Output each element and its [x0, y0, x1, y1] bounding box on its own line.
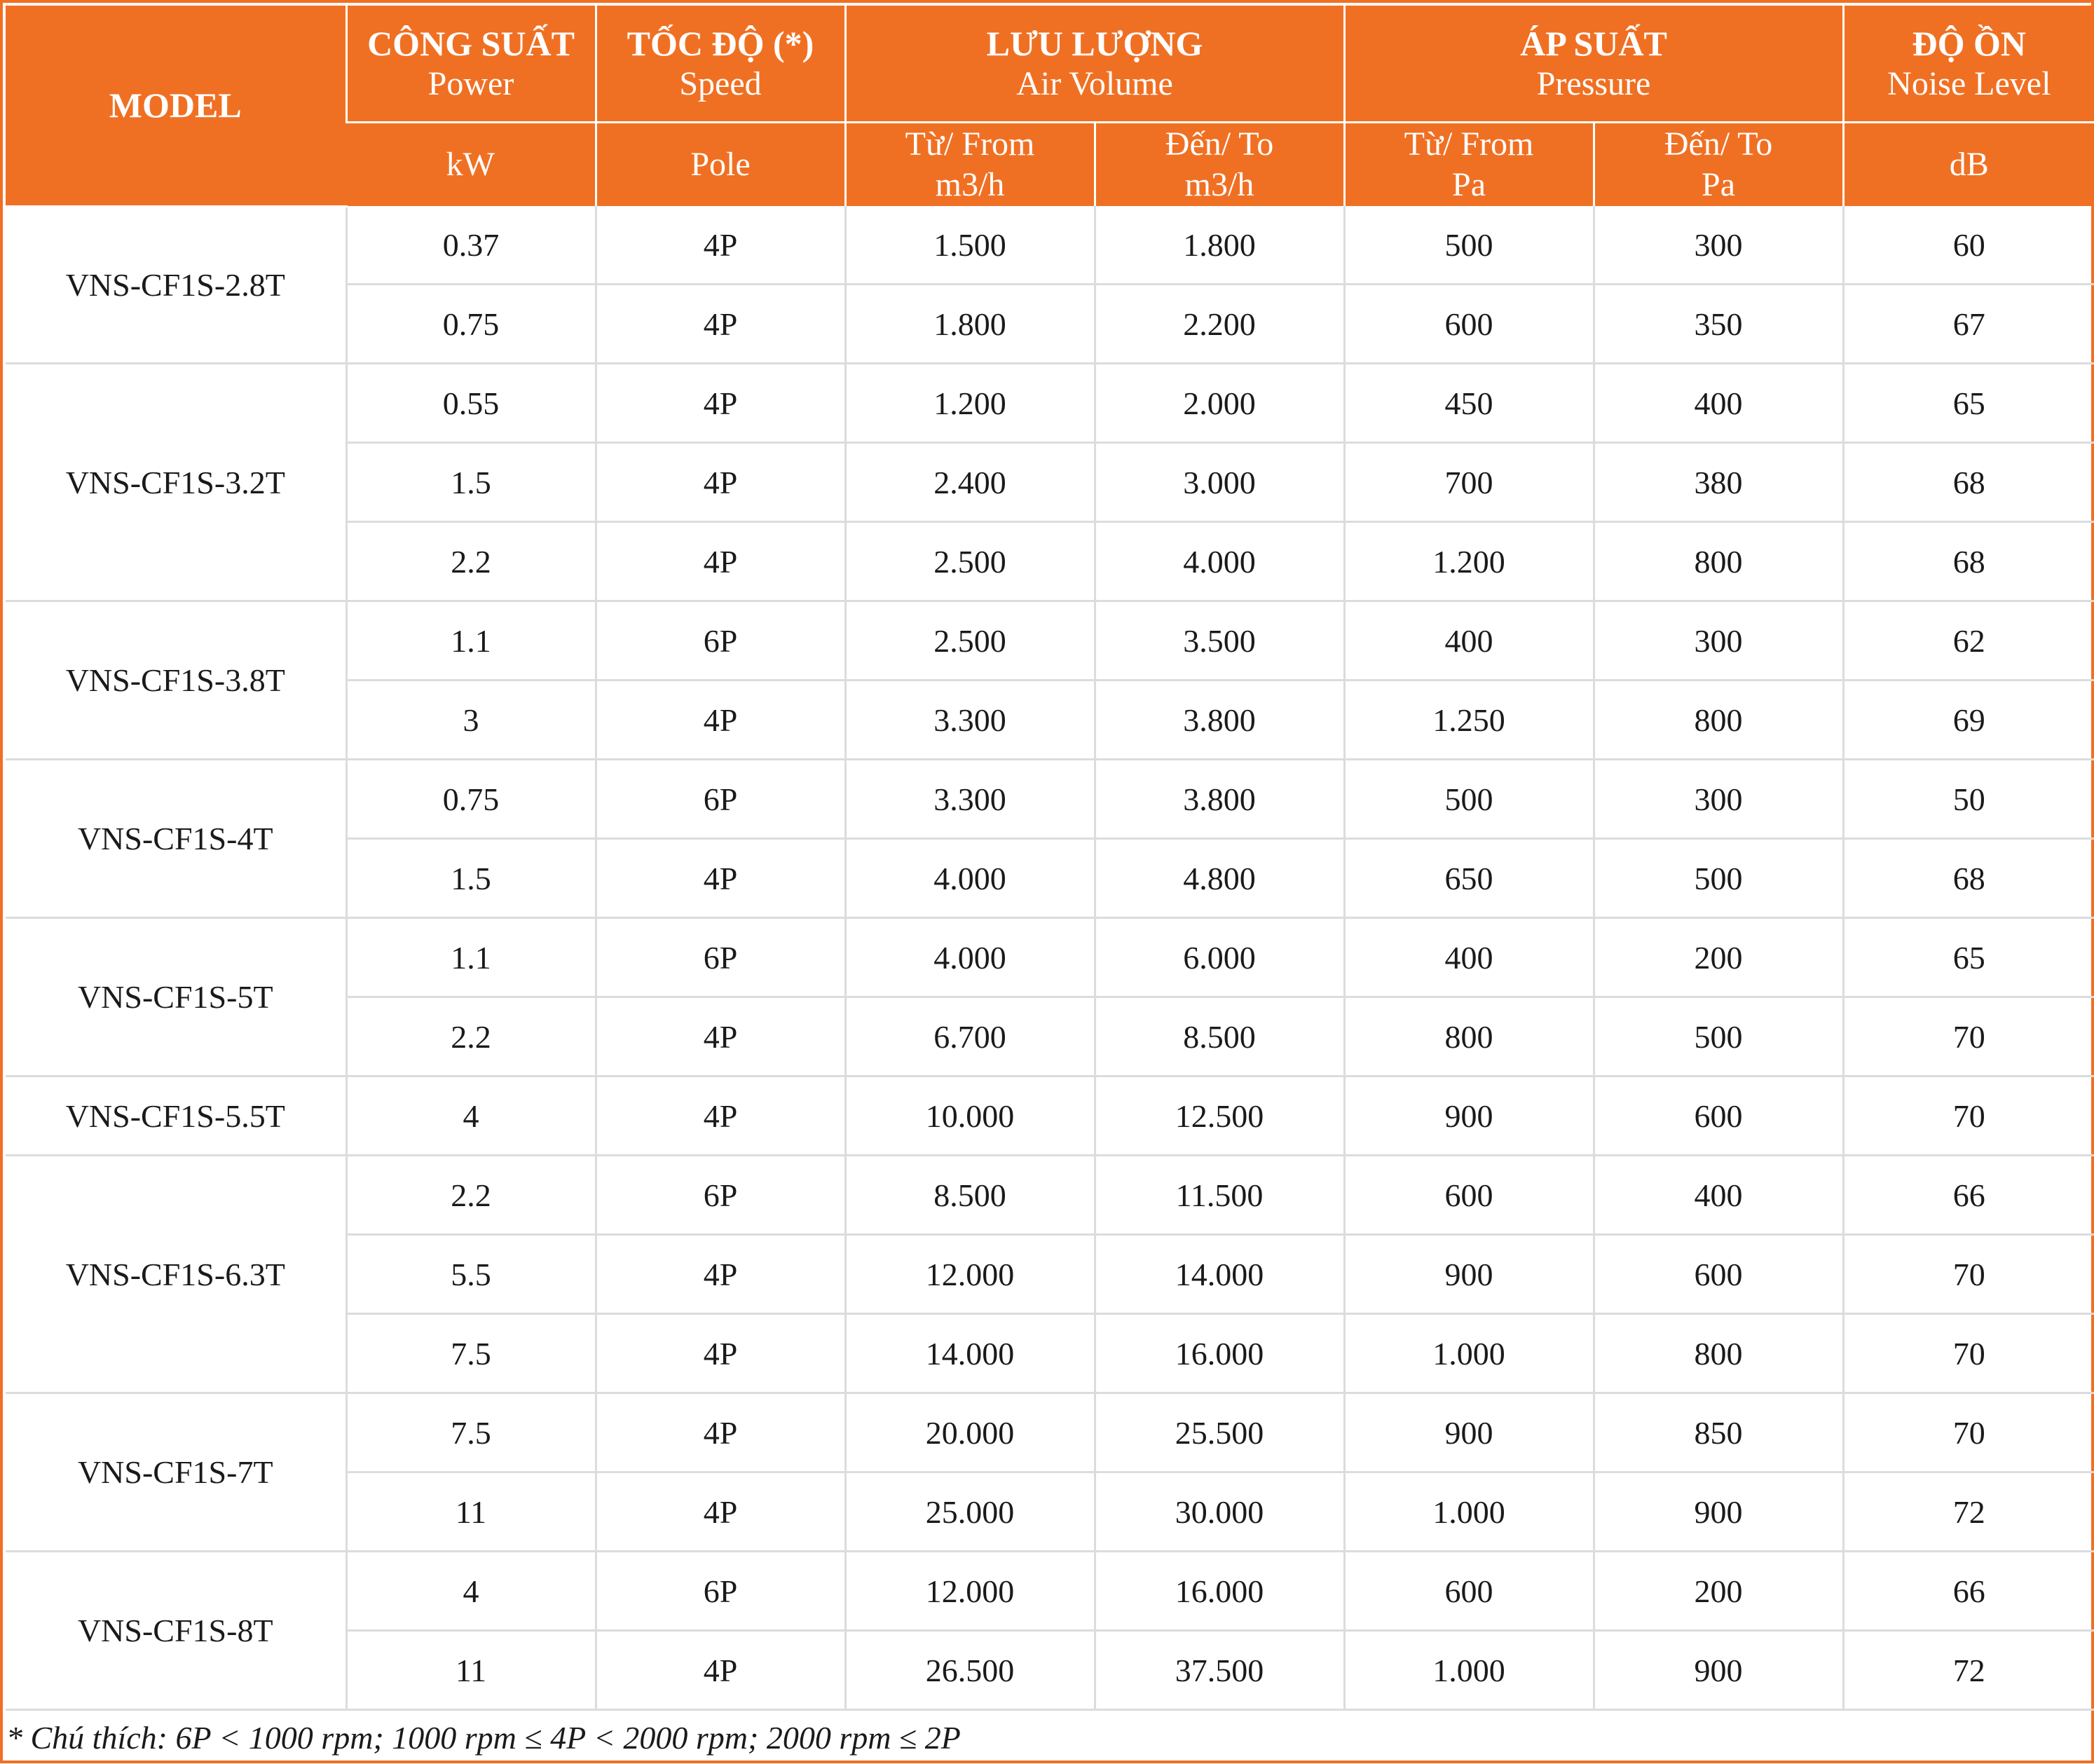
air-to-cell: 11.500: [1095, 1156, 1344, 1235]
air-from-cell: 1.800: [845, 285, 1095, 364]
header-model: MODEL: [6, 6, 346, 206]
pressure-from-cell: 600: [1344, 285, 1594, 364]
air-from-cell: 10.000: [845, 1076, 1095, 1156]
pressure-from-cell: 600: [1344, 1552, 1594, 1631]
air-from-cell: 2.500: [845, 522, 1095, 601]
speed-cell: 4P: [596, 285, 845, 364]
power-cell: 2.2: [346, 1156, 596, 1235]
noise-cell: 60: [1843, 206, 2094, 285]
air-from-cell: 1.200: [845, 364, 1095, 443]
unit-pressure-to-label: Đến/ To: [1595, 124, 1842, 165]
power-cell: 2.2: [346, 997, 596, 1076]
table-row: [6, 1393, 2094, 1472]
pressure-to-cell: 380: [1594, 443, 1843, 522]
air-to-cell: 3.800: [1095, 760, 1344, 839]
air-to-cell: 4.800: [1095, 839, 1344, 918]
pressure-from-cell: 400: [1344, 601, 1594, 681]
pressure-to-cell: 600: [1594, 1235, 1843, 1314]
noise-cell: 70: [1843, 1393, 2094, 1472]
speed-cell: 6P: [596, 760, 845, 839]
air-from-cell: 2.400: [845, 443, 1095, 522]
air-from-cell: 4.000: [845, 918, 1095, 997]
pressure-to-cell: 850: [1594, 1393, 1843, 1472]
pressure-to-cell: 300: [1594, 601, 1843, 681]
unit-noise: dB: [1843, 123, 2094, 207]
noise-cell: 72: [1843, 1631, 2094, 1710]
power-cell: 3: [346, 681, 596, 760]
speed-cell: 4P: [596, 1314, 845, 1393]
model-cell: VNS-CF1S-6.3T: [6, 1156, 346, 1393]
power-cell: 0.55: [346, 364, 596, 443]
air-from-cell: 12.000: [845, 1235, 1095, 1314]
noise-cell: 50: [1843, 760, 2094, 839]
pressure-from-cell: 400: [1344, 918, 1594, 997]
pressure-from-cell: 1.250: [1344, 681, 1594, 760]
air-from-cell: 25.000: [845, 1472, 1095, 1552]
noise-cell: 66: [1843, 1156, 2094, 1235]
model-cell: VNS-CF1S-8T: [6, 1552, 346, 1710]
table-body: [6, 206, 2094, 1710]
model-cell: VNS-CF1S-3.2T: [6, 364, 346, 601]
speed-cell: 4P: [596, 522, 845, 601]
table-row: [6, 1156, 2094, 1235]
air-to-cell: 6.000: [1095, 918, 1344, 997]
power-cell: 5.5: [346, 1235, 596, 1314]
table-row: [6, 1076, 2094, 1156]
noise-cell: 72: [1843, 1472, 2094, 1552]
pressure-to-cell: 600: [1594, 1076, 1843, 1156]
pressure-from-cell: 1.200: [1344, 522, 1594, 601]
power-cell: 0.75: [346, 760, 596, 839]
air-to-cell: 3.000: [1095, 443, 1344, 522]
pressure-to-cell: 500: [1594, 839, 1843, 918]
header-noise-title: ĐỘ ỒN: [1845, 23, 2094, 64]
air-to-cell: 3.500: [1095, 601, 1344, 681]
speed-cell: 4P: [596, 1631, 845, 1710]
unit-air-to-label: Đến/ To: [1096, 124, 1343, 165]
unit-speed: Pole: [596, 123, 845, 207]
model-cell: VNS-CF1S-2.8T: [6, 206, 346, 364]
noise-cell: 68: [1843, 443, 2094, 522]
table-row: [6, 760, 2094, 839]
header-air-volume: [845, 6, 1344, 123]
pressure-to-cell: 900: [1594, 1472, 1843, 1552]
pressure-to-cell: 900: [1594, 1631, 1843, 1710]
header-speed-sub: Speed: [597, 64, 844, 104]
pressure-to-cell: 200: [1594, 918, 1843, 997]
header-speed-title: TỐC ĐỘ (*): [597, 23, 844, 64]
table-row: [6, 206, 2094, 285]
pressure-from-cell: 800: [1344, 997, 1594, 1076]
power-cell: 7.5: [346, 1314, 596, 1393]
noise-cell: 65: [1843, 918, 2094, 997]
pressure-to-cell: 200: [1594, 1552, 1843, 1631]
air-from-cell: 8.500: [845, 1156, 1095, 1235]
pressure-to-cell: 300: [1594, 760, 1843, 839]
unit-pressure-from-label: Từ/ From: [1346, 124, 1593, 165]
air-to-cell: 2.200: [1095, 285, 1344, 364]
pressure-from-cell: 900: [1344, 1076, 1594, 1156]
noise-cell: 69: [1843, 681, 2094, 760]
unit-power: kW: [346, 123, 596, 207]
air-to-cell: 37.500: [1095, 1631, 1344, 1710]
pressure-from-cell: 600: [1344, 1156, 1594, 1235]
pressure-to-cell: 800: [1594, 522, 1843, 601]
table-row: [6, 601, 2094, 681]
power-cell: 1.5: [346, 443, 596, 522]
fan-spec-table: [6, 6, 2094, 1764]
air-from-cell: 1.500: [845, 206, 1095, 285]
header-power-title: CÔNG SUẤT: [348, 23, 595, 64]
unit-air-from-label: Từ/ From: [847, 124, 1094, 165]
air-to-cell: 30.000: [1095, 1472, 1344, 1552]
unit-air-to-unit: m3/h: [1096, 165, 1343, 205]
pressure-from-cell: 700: [1344, 443, 1594, 522]
pressure-from-cell: 900: [1344, 1393, 1594, 1472]
pressure-to-cell: 500: [1594, 997, 1843, 1076]
pressure-to-cell: 400: [1594, 1156, 1843, 1235]
power-cell: 2.2: [346, 522, 596, 601]
air-to-cell: 16.000: [1095, 1314, 1344, 1393]
power-cell: 4: [346, 1076, 596, 1156]
power-cell: 11: [346, 1472, 596, 1552]
pressure-from-cell: 1.000: [1344, 1472, 1594, 1552]
speed-cell: 4P: [596, 206, 845, 285]
header-power: [346, 6, 596, 123]
header-pressure: [1344, 6, 1843, 123]
air-from-cell: 3.300: [845, 760, 1095, 839]
speed-cell: 6P: [596, 1156, 845, 1235]
pressure-from-cell: 1.000: [1344, 1631, 1594, 1710]
model-cell: VNS-CF1S-5T: [6, 918, 346, 1076]
model-cell: VNS-CF1S-3.8T: [6, 601, 346, 760]
table-row: [6, 918, 2094, 997]
noise-cell: 70: [1843, 1314, 2094, 1393]
power-cell: 0.75: [346, 285, 596, 364]
header-speed: [596, 6, 845, 123]
speed-cell: 6P: [596, 918, 845, 997]
air-from-cell: 14.000: [845, 1314, 1095, 1393]
header-pressure-sub: Pressure: [1346, 64, 1842, 104]
speed-cell: 4P: [596, 839, 845, 918]
speed-cell: 4P: [596, 997, 845, 1076]
noise-cell: 70: [1843, 1076, 2094, 1156]
air-to-cell: 8.500: [1095, 997, 1344, 1076]
air-from-cell: 4.000: [845, 839, 1095, 918]
header-air-volume-sub: Air Volume: [847, 64, 1343, 104]
power-cell: 1.1: [346, 918, 596, 997]
air-to-cell: 16.000: [1095, 1552, 1344, 1631]
pressure-from-cell: 500: [1344, 760, 1594, 839]
power-cell: 1.5: [346, 839, 596, 918]
air-from-cell: 3.300: [845, 681, 1095, 760]
air-from-cell: 26.500: [845, 1631, 1095, 1710]
unit-pressure-from: [1344, 123, 1594, 207]
header-noise: [1843, 6, 2094, 123]
noise-cell: 68: [1843, 522, 2094, 601]
table-row: [6, 364, 2094, 443]
header-pressure-title: ÁP SUẤT: [1346, 23, 1842, 64]
speed-cell: 4P: [596, 1076, 845, 1156]
noise-cell: 70: [1843, 997, 2094, 1076]
pressure-to-cell: 400: [1594, 364, 1843, 443]
power-cell: 1.1: [346, 601, 596, 681]
unit-air-from: [845, 123, 1095, 207]
header-power-sub: Power: [348, 64, 595, 104]
noise-cell: 65: [1843, 364, 2094, 443]
air-from-cell: 2.500: [845, 601, 1095, 681]
unit-air-to: [1095, 123, 1344, 207]
power-cell: 4: [346, 1552, 596, 1631]
speed-cell: 4P: [596, 364, 845, 443]
air-from-cell: 6.700: [845, 997, 1095, 1076]
pressure-from-cell: 650: [1344, 839, 1594, 918]
table-header: [6, 6, 2094, 206]
pressure-from-cell: 900: [1344, 1235, 1594, 1314]
noise-cell: 68: [1843, 839, 2094, 918]
unit-pressure-to-unit: Pa: [1595, 165, 1842, 205]
power-cell: 7.5: [346, 1393, 596, 1472]
header-air-volume-title: LƯU LƯỢNG: [847, 23, 1343, 64]
noise-cell: 66: [1843, 1552, 2094, 1631]
model-cell: VNS-CF1S-7T: [6, 1393, 346, 1552]
unit-air-from-unit: m3/h: [847, 165, 1094, 205]
header-noise-sub: Noise Level: [1845, 64, 2094, 104]
noise-cell: 67: [1843, 285, 2094, 364]
unit-pressure-to: [1594, 123, 1843, 207]
footnote: * Chú thích: 6P < 1000 rpm; 1000 rpm ≤ 4P < 2000 rpm; 2000 rpm ≤ 2P: [6, 1710, 2094, 1764]
speed-cell: 4P: [596, 1393, 845, 1472]
air-from-cell: 20.000: [845, 1393, 1095, 1472]
noise-cell: 62: [1843, 601, 2094, 681]
speed-cell: 4P: [596, 443, 845, 522]
speed-cell: 4P: [596, 681, 845, 760]
pressure-from-cell: 500: [1344, 206, 1594, 285]
pressure-from-cell: 450: [1344, 364, 1594, 443]
noise-cell: 70: [1843, 1235, 2094, 1314]
air-to-cell: 3.800: [1095, 681, 1344, 760]
air-from-cell: 12.000: [845, 1552, 1095, 1631]
pressure-to-cell: 800: [1594, 681, 1843, 760]
pressure-to-cell: 800: [1594, 1314, 1843, 1393]
model-cell: VNS-CF1S-5.5T: [6, 1076, 346, 1156]
speed-cell: 4P: [596, 1235, 845, 1314]
speed-cell: 4P: [596, 1472, 845, 1552]
pressure-to-cell: 350: [1594, 285, 1843, 364]
pressure-from-cell: 1.000: [1344, 1314, 1594, 1393]
air-to-cell: 1.800: [1095, 206, 1344, 285]
air-to-cell: 25.500: [1095, 1393, 1344, 1472]
table-row: [6, 1552, 2094, 1631]
speed-cell: 6P: [596, 601, 845, 681]
air-to-cell: 4.000: [1095, 522, 1344, 601]
pressure-to-cell: 300: [1594, 206, 1843, 285]
speed-cell: 6P: [596, 1552, 845, 1631]
model-cell: VNS-CF1S-4T: [6, 760, 346, 918]
air-to-cell: 2.000: [1095, 364, 1344, 443]
air-to-cell: 12.500: [1095, 1076, 1344, 1156]
power-cell: 11: [346, 1631, 596, 1710]
power-cell: 0.37: [346, 206, 596, 285]
unit-pressure-from-unit: Pa: [1346, 165, 1593, 205]
air-to-cell: 14.000: [1095, 1235, 1344, 1314]
